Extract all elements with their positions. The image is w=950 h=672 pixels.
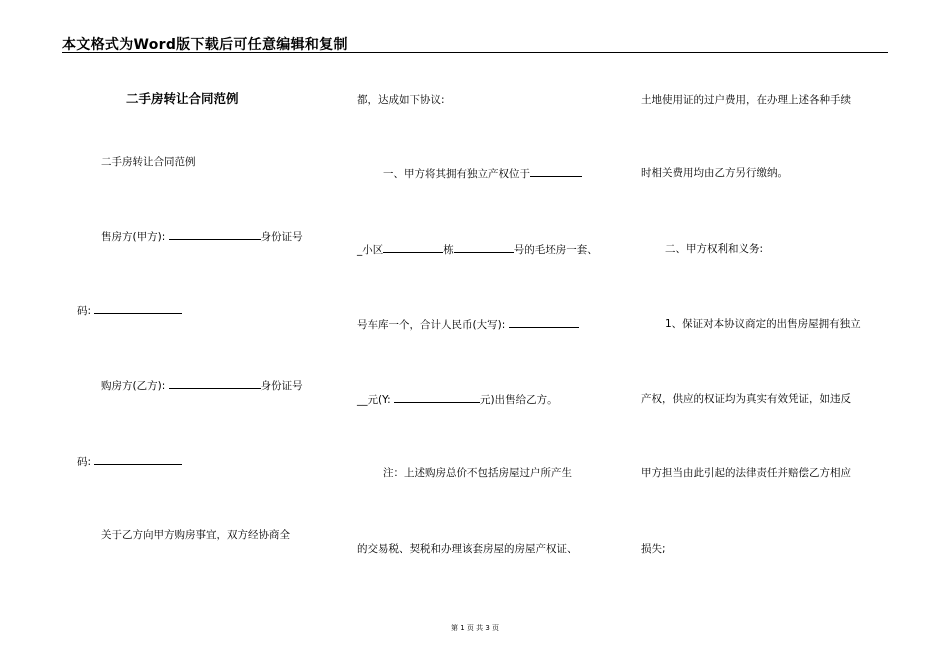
paragraph-line: 的交易税、契税和办理该套房屋的房屋产权证、 <box>357 543 578 555</box>
price-capital-blank <box>509 317 579 328</box>
buyer-code-blank <box>94 454 182 465</box>
paragraph-line: 损失; <box>641 543 666 555</box>
clause-1-text: 一、甲方将其拥有独立产权位于 <box>383 168 530 180</box>
section-heading: 二、甲方权利和义务: <box>665 243 764 255</box>
unit-blank <box>454 242 514 253</box>
seller-code-line <box>77 303 182 318</box>
price-number-blank <box>394 392 480 403</box>
paragraph-line: 时相关费用均由乙方另行缴纳。 <box>641 167 788 179</box>
clause-1-line <box>383 166 582 181</box>
seller-code-label: 码: <box>77 305 92 317</box>
paragraph-line: 关于乙方向甲方购房事宜，双方经协商全 <box>101 529 290 541</box>
buyer-label: 购房方(乙方): <box>101 380 166 392</box>
buyer-line <box>101 378 303 393</box>
seller-name-blank <box>169 229 261 240</box>
price-number-line <box>357 392 558 407</box>
buyer-id-label: 身份证号 <box>260 380 303 392</box>
location-blank <box>530 166 582 177</box>
paragraph-heading: 二手房转让合同范例 <box>101 156 196 168</box>
document-title: 二手房转让合同范例 <box>126 91 239 106</box>
property-line <box>357 242 598 257</box>
paragraph-line: 甲方担当由此引起的法律责任并赔偿乙方相应 <box>641 467 851 479</box>
price-text: 号车库一个，合计人民币(大写): <box>357 319 506 331</box>
document-header: 本文格式为Word版下载后可任意编辑和复制 <box>62 37 348 53</box>
sale-text: 元)出售给乙方。 <box>480 394 558 406</box>
seller-label: 售房方(甲方): <box>101 231 166 243</box>
buyer-code-label: 码: <box>77 456 92 468</box>
seller-code-blank <box>94 303 182 314</box>
paragraph-line: 都，达成如下协议: <box>357 94 445 106</box>
seller-line <box>101 229 303 244</box>
unit-text: 号的毛坯房一套、 <box>513 244 598 256</box>
price-number-text: __元(Y: <box>357 394 391 406</box>
buyer-name-blank <box>169 378 261 389</box>
paragraph-line: 产权，供应的权证均为真实有效凭证，如违反 <box>641 393 851 405</box>
paragraph-line: 1、保证对本协议商定的出售房屋拥有独立 <box>665 318 861 330</box>
note-line: 注：上述购房总价不包括房屋过户所产生 <box>383 467 572 479</box>
building-text: 栋 <box>443 244 454 256</box>
page-number: 第 1 页 共 3 页 <box>450 624 500 632</box>
community-text: _小区 <box>357 244 384 256</box>
paragraph-line: 土地使用证的过户费用，在办理上述各种手续 <box>641 94 851 106</box>
buyer-code-line <box>77 454 182 469</box>
building-blank <box>383 242 443 253</box>
header-divider <box>62 52 888 53</box>
price-line <box>357 317 579 332</box>
seller-id-label: 身份证号 <box>260 231 303 243</box>
